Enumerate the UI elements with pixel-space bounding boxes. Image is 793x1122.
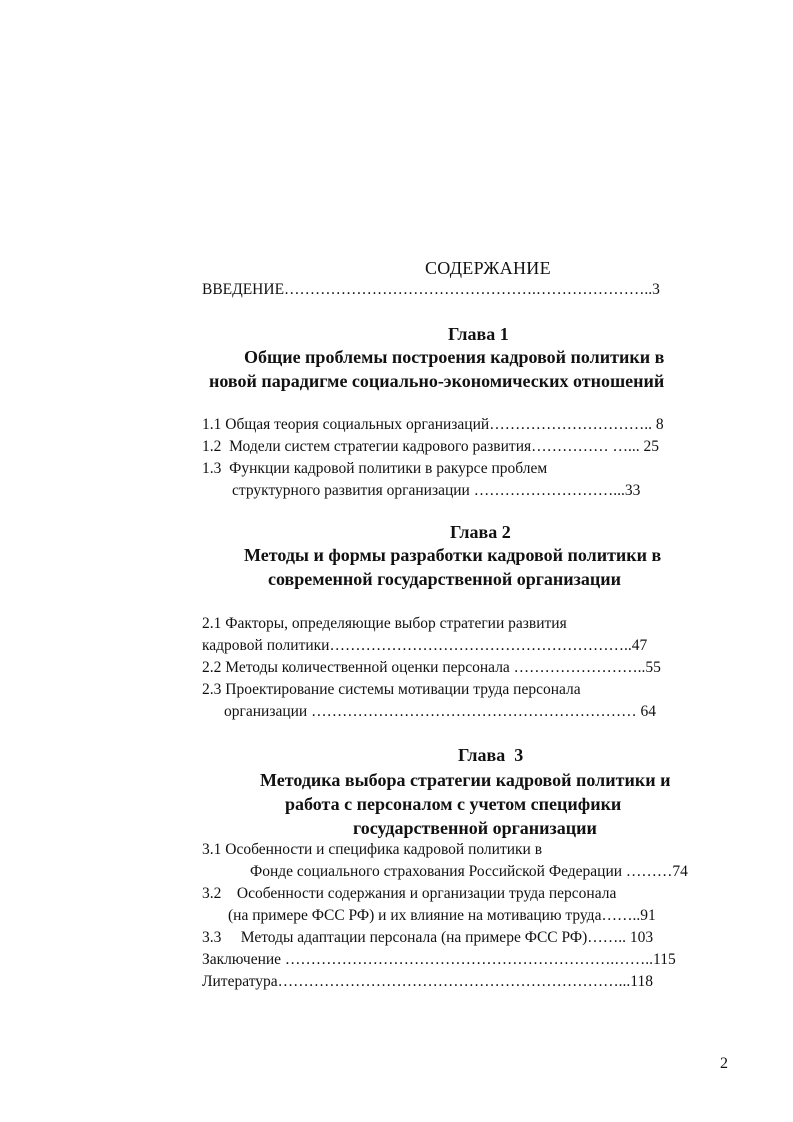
chapter3-title-line1: Методика выбора стратегии кадровой политики и	[260, 770, 671, 790]
chapter2-title-line2: современной государственной организации	[268, 569, 622, 589]
chapter1-heading: Глава 1	[448, 324, 509, 344]
chapter3-title-line2: работа с персоналом с учетом специфики	[285, 794, 622, 814]
chapter2-title-line1: Методы и формы разработки кадровой политики в	[244, 545, 662, 565]
toc-entry-1-2: 1.2 Модели систем стратегии кадрового развития…………… …... 25	[202, 438, 659, 455]
chapter2-heading: Глава 2	[450, 522, 511, 542]
toc-entry-2-1: 2.1 Факторы, определяющие выбор стратегии развития	[202, 615, 567, 632]
toc-entry-2-3-cont: организации ……………………………………………………… 64	[224, 703, 656, 720]
toc-entry-3-2: 3.2 Особенности содержания и организации труда персонала	[202, 885, 617, 902]
toc-entry-3-1-cont: Фонде социального страхования Российской Федерации ………74	[250, 863, 688, 880]
toc-entry-3-3: 3.3 Методы адаптации персонала (на примере ФСС РФ)…….. 103	[202, 929, 654, 946]
chapter1-title-line2: новой парадигме социально-экономических отношений	[209, 371, 665, 391]
toc-literature: Литература…………………………………………………………...118	[202, 973, 653, 990]
chapter3-title-line3: государственной организации	[353, 818, 597, 838]
chapter1-title-line1: Общие проблемы построения кадровой политики в	[244, 347, 665, 367]
toc-intro: ВВЕДЕНИЕ………………………………………….…………………..3	[202, 281, 660, 298]
toc-entry-2-1-cont: кадровой политики…………………………………………………..47	[202, 637, 648, 654]
toc-entry-2-3: 2.3 Проектирование системы мотивации труда персонала	[202, 681, 581, 698]
chapter3-heading: Глава 3	[458, 745, 524, 765]
toc-entry-2-2: 2.2 Методы количественной оценки персонала ……………………..55	[202, 659, 661, 676]
toc-entry-3-1: 3.1 Особенности и специфика кадровой политики в	[202, 841, 543, 858]
toc-entry-1-1: 1.1 Общая теория социальных организаций………………………….. 8	[202, 416, 664, 433]
toc-conclusion: Заключение ……………………………………………………….……..115	[202, 951, 676, 968]
toc-entry-1-3: 1.3 Функции кадровой политики в ракурсе проблем	[202, 460, 548, 477]
toc-entry-3-2-cont: (на примере ФСС РФ) и их влияние на мотивацию труда……..91	[228, 907, 656, 924]
page-number: 2	[720, 1055, 728, 1072]
toc-entry-1-3-cont: структурного развития организации ………………………...33	[232, 482, 641, 499]
toc-title: СОДЕРЖАНИЕ	[425, 258, 551, 278]
